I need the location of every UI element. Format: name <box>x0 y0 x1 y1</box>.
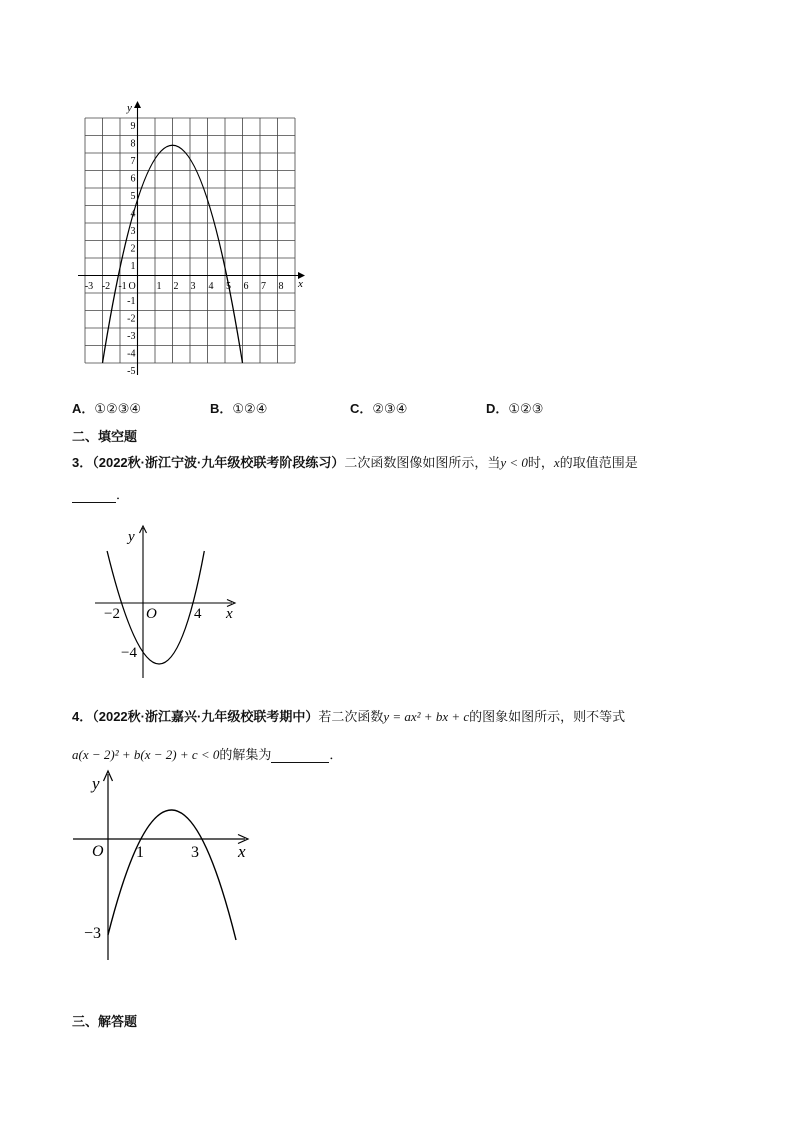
figure-3-parabola <box>90 520 245 680</box>
y-axis-label: y <box>128 529 135 545</box>
option-d[interactable]: D．①②③ <box>486 401 544 417</box>
root-left-label: 1 <box>136 844 144 861</box>
y-tick: 3 <box>130 226 136 237</box>
section-title-fill-in: 二、填空题 <box>72 429 138 444</box>
x-tick: -3 <box>84 281 94 292</box>
root-left-label: −2 <box>104 606 120 622</box>
root-right-label: 4 <box>194 606 202 622</box>
figure-4-parabola <box>70 766 255 966</box>
question-4-line-2: a(x − 2)² + b(x − 2) + c < 0的解集为 ． <box>72 747 343 763</box>
x-tick: 7 <box>261 281 266 292</box>
y-tick: 8 <box>130 138 136 150</box>
y-axis-arrow <box>134 101 141 108</box>
question-4-number: 4． <box>72 709 93 724</box>
section-title-solve: 三、解答题 <box>72 1014 138 1029</box>
y-axis-label: y <box>92 774 100 793</box>
y-intercept-label: −4 <box>121 645 137 661</box>
x-tick: 4 <box>208 281 214 292</box>
answer-blank-q4[interactable] <box>271 749 329 763</box>
y-tick: -5 <box>127 366 136 377</box>
y-tick: 6 <box>130 173 136 185</box>
root-right-label: 3 <box>191 844 199 861</box>
question-3-number: 3． <box>72 455 93 470</box>
question-4-source: （2022秋·浙江嘉兴·九年级校联考期中） <box>92 709 319 724</box>
question-3-line-2: ． <box>72 484 129 503</box>
x-tick: 5 <box>226 281 231 292</box>
x-tick: 8 <box>278 281 284 292</box>
y-tick: 1 <box>130 261 136 272</box>
option-c[interactable]: C．②③④ <box>350 401 408 417</box>
x-tick: 3 <box>190 281 196 292</box>
y-tick: 5 <box>130 191 136 202</box>
inequality: a(x − 2)² + b(x − 2) + c < 0 <box>72 747 220 762</box>
question-4-line-1: 4．（2022秋·浙江嘉兴·九年级校联考期中）若二次函数y = ax² + bx + c的图象如图所示，则不等式 <box>72 709 626 725</box>
y-tick: 7 <box>130 156 136 167</box>
option-b[interactable]: B．①②④ <box>210 401 268 417</box>
x-axis-label: x <box>238 842 246 861</box>
x-tick-labels <box>85 281 284 292</box>
x-axis-label: x <box>298 278 303 290</box>
y-tick-labels <box>127 121 135 377</box>
quadratic-function: y = ax² + bx + c <box>383 709 470 724</box>
answer-options <box>72 398 722 420</box>
y-intercept-label: −3 <box>84 925 102 942</box>
y-tick: -4 <box>127 348 136 360</box>
y-tick: 4 <box>130 208 136 220</box>
y-tick: -3 <box>127 331 136 342</box>
figure-1-parabola-grid <box>78 98 310 383</box>
option-a[interactable]: A．①②③④ <box>72 401 142 417</box>
y-axis-label: y <box>127 102 132 114</box>
question-3-line-1: 3．（2022秋·浙江宁波·九年级校联考阶段练习）二次函数图像如图所示，当y < 0时，x的取值范围是 <box>72 455 638 471</box>
x-tick: -2 <box>101 281 111 292</box>
x-tick: -1 <box>118 281 127 292</box>
x-tick: 6 <box>243 281 249 292</box>
axes <box>78 104 303 375</box>
y-tick: -1 <box>127 296 136 307</box>
y-tick: 2 <box>130 243 136 255</box>
y-tick: -2 <box>127 313 136 325</box>
parabola-curve <box>108 810 236 940</box>
origin-label: O <box>146 606 157 622</box>
condition-y-less-0: y < 0 <box>500 455 528 470</box>
x-tick: 1 <box>156 281 162 292</box>
grid <box>85 118 295 363</box>
answer-blank-q3[interactable] <box>72 489 116 503</box>
origin-label: O <box>92 843 104 860</box>
x-axis-label: x <box>226 606 233 622</box>
y-tick: 9 <box>130 121 136 132</box>
question-3-source: （2022秋·浙江宁波·九年级校联考阶段练习） <box>92 455 345 470</box>
origin-label: O <box>128 281 136 292</box>
x-tick: 2 <box>173 281 179 292</box>
